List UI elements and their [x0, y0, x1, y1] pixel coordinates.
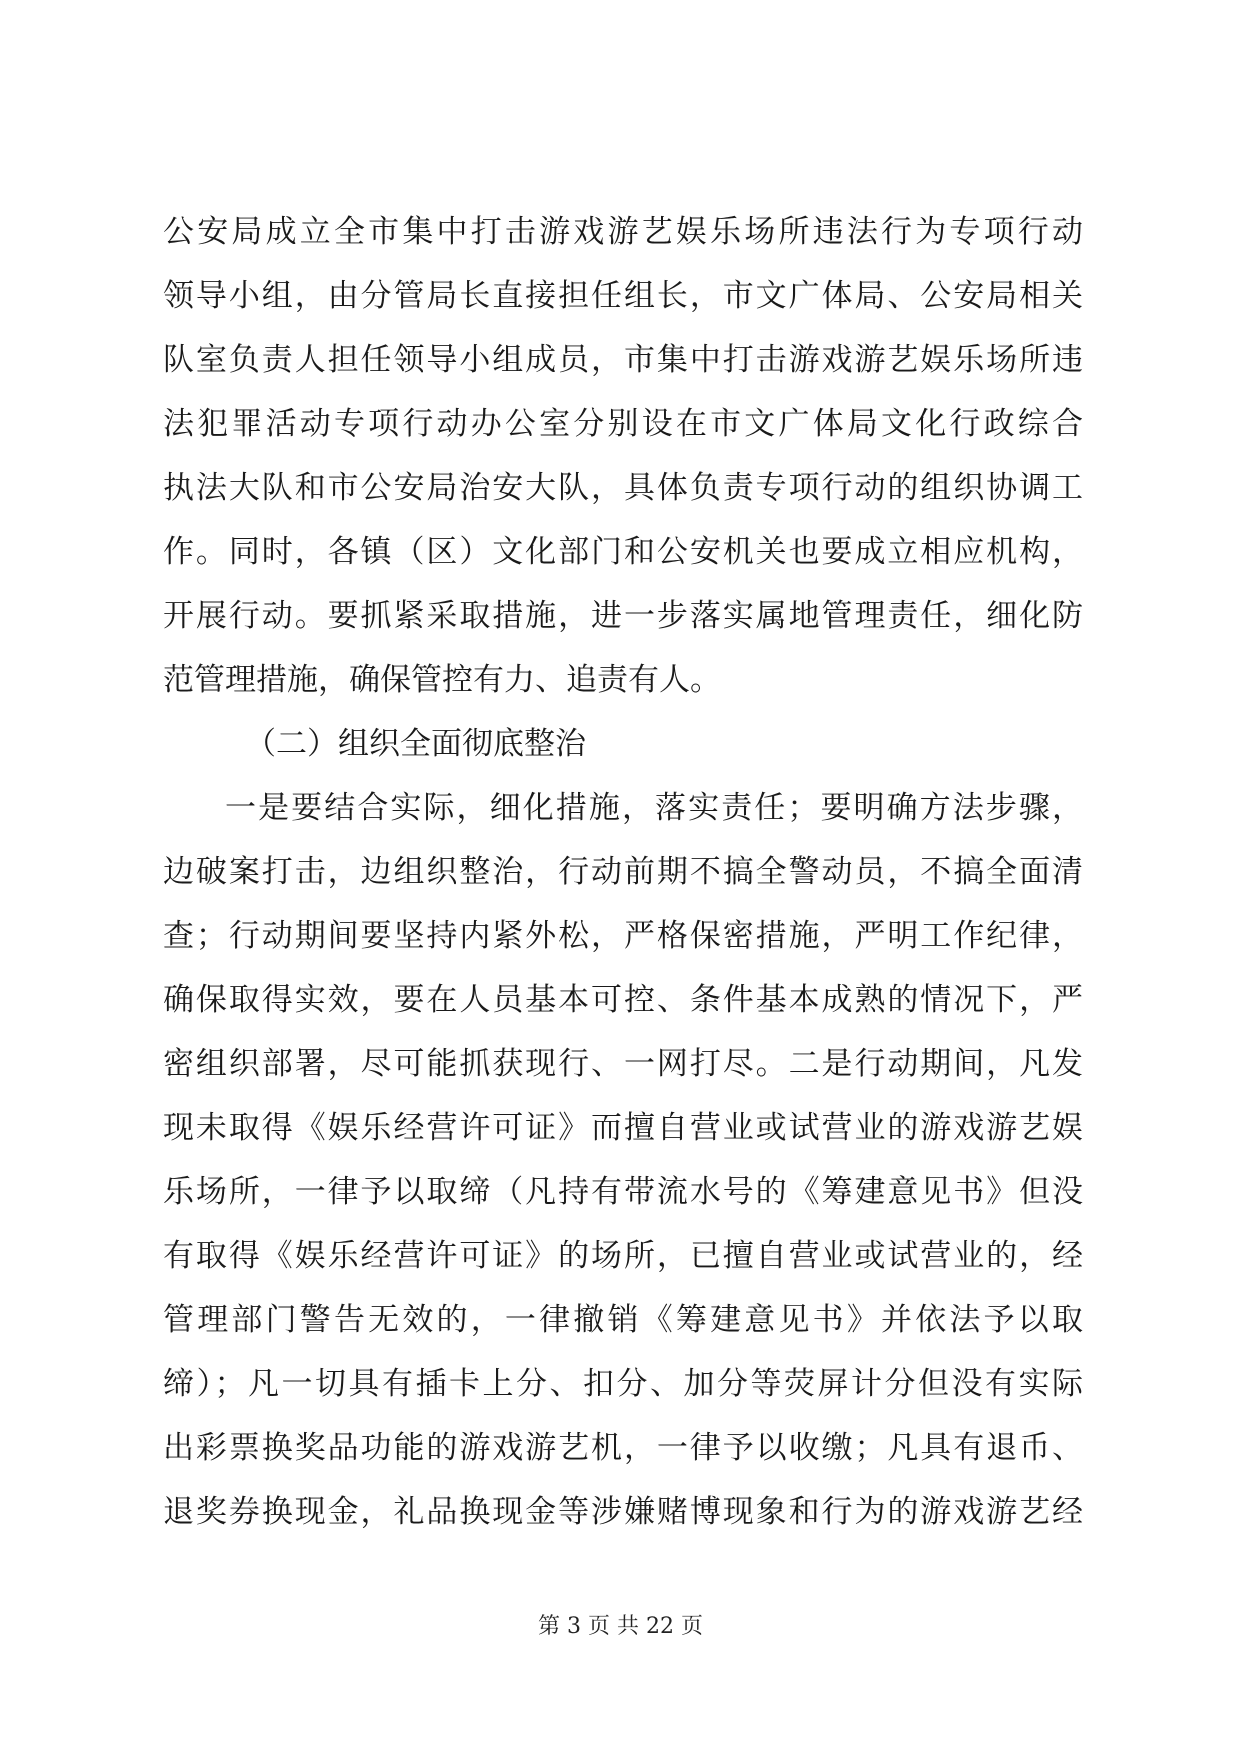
text-line: 法犯罪活动专项行动办公室分别设在市文广体局文化行政综合 — [163, 406, 1083, 442]
text-line: 队室负责人担任领导小组成员，市集中打击游戏游艺娱乐场所违 — [163, 342, 1083, 378]
text-line: 开展行动。要抓紧采取措施，进一步落实属地管理责任，细化防 — [163, 598, 1083, 634]
text-line: 退奖券换现金，礼品换现金等涉嫌赌博现象和行为的游戏游艺经 — [163, 1494, 1083, 1530]
text-line: 缔）；凡一切具有插卡上分、扣分、加分等荧屏计分但没有实际 — [163, 1366, 1083, 1402]
text-line: 范管理措施，确保管控有力、追责有人。 — [163, 662, 721, 698]
text-line: 一是要结合实际，细化措施，落实责任；要明确方法步骤， — [225, 790, 1083, 826]
text-line: 乐场所，一律予以取缔（凡持有带流水号的《筹建意见书》但没 — [163, 1174, 1083, 1210]
text-line: 现未取得《娱乐经营许可证》而擅自营业或试营业的游戏游艺娱 — [163, 1110, 1083, 1146]
text-line: 领导小组，由分管局长直接担任组长，市文广体局、公安局相关 — [163, 278, 1083, 314]
text-line: 出彩票换奖品功能的游戏游艺机，一律予以收缴；凡具有退币、 — [163, 1430, 1083, 1466]
text-line: 确保取得实效，要在人员基本可控、条件基本成熟的情况下，严 — [163, 982, 1083, 1018]
text-line: 公安局成立全市集中打击游戏游艺娱乐场所违法行为专项行动 — [163, 214, 1083, 250]
text-line: 密组织部署，尽可能抓获现行、一网打尽。二是行动期间，凡发 — [163, 1046, 1083, 1082]
text-line: 边破案打击，边组织整治，行动前期不搞全警动员，不搞全面清 — [163, 854, 1083, 890]
section-heading: （二）组织全面彻底整治 — [245, 726, 586, 762]
text-line: 查；行动期间要坚持内紧外松，严格保密措施，严明工作纪律， — [163, 918, 1083, 954]
text-line: 作。同时，各镇（区）文化部门和公安机关也要成立相应机构， — [163, 534, 1083, 570]
page-number-footer: 第 3 页 共 22 页 — [538, 1614, 703, 1639]
text-line: 执法大队和市公安局治安大队，具体负责专项行动的组织协调工 — [163, 470, 1083, 506]
text-line: 管理部门警告无效的，一律撤销《筹建意见书》并依法予以取 — [163, 1302, 1083, 1338]
text-line: 有取得《娱乐经营许可证》的场所，已擅自营业或试营业的，经 — [163, 1238, 1083, 1274]
